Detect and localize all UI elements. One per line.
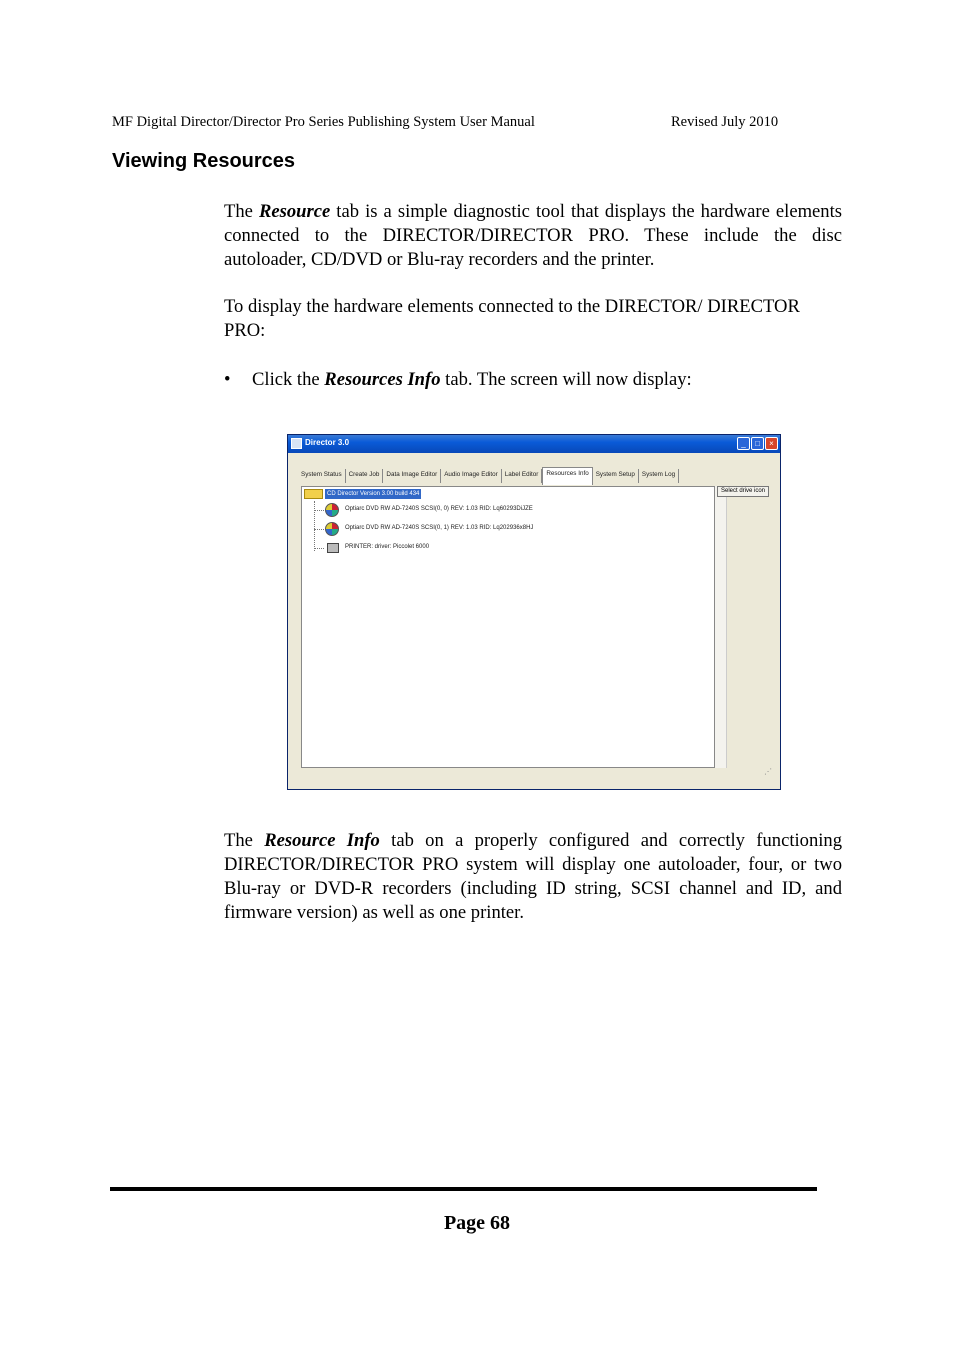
minimize-button[interactable]: _	[737, 437, 750, 450]
close-button[interactable]: ×	[765, 437, 778, 450]
bullet-text	[252, 368, 692, 392]
tree-item-label: PRINTER: driver: Piccolet 6000	[345, 544, 430, 550]
window-title: Director 3.0	[305, 438, 350, 447]
bullet-emphasis: Resources Info	[324, 369, 441, 390]
bullet-text-end: tab. The screen will now display:	[440, 369, 692, 390]
bullet-text-start: Click the	[252, 369, 325, 390]
disc-drive-icon	[325, 503, 339, 517]
maximize-button[interactable]: □	[751, 437, 764, 450]
intro-text-end: tab is a simple diagnostic tool that displays the hardware elements connected to the DIRECTOR/DIRECTOR PRO. These include the disc autoloader, CD/DVD or Blu-ray recorders and the printer.	[224, 201, 842, 270]
resource-tree[interactable]	[301, 486, 715, 768]
page-number: Page 68	[443, 1212, 511, 1234]
resize-grip-icon[interactable]: ⋰	[764, 767, 772, 776]
tab-system-log[interactable]: System Log	[639, 469, 679, 483]
tree-branch	[314, 510, 324, 511]
tab-audio-image-editor[interactable]: Audio Image Editor	[441, 469, 502, 483]
disc-drive-icon	[325, 522, 339, 536]
footer-divider	[110, 1187, 817, 1191]
summary-text-end: tab on a properly configured and correctly functioning DIRECTOR/DIRECTOR PRO system will display one autoloader, four, or two Blu-ray or DVD-R recorders (including ID string, SCSI channel and ID, and firmware version) as well as one printer.	[224, 830, 843, 923]
tab-system-setup[interactable]: System Setup	[593, 469, 639, 483]
app-icon	[291, 438, 302, 449]
summary-emphasis: Resource Info	[264, 830, 380, 851]
tab-create-job[interactable]: Create Job	[346, 469, 384, 483]
tree-branch	[314, 529, 324, 530]
tree-item-label: Optiarc DVD RW AD-7240S SCSI(0, 0) REV: 1.03 RID: Lq60293DiJZE	[345, 506, 533, 512]
tab-resources-info[interactable]: Resources Info	[542, 467, 592, 485]
tree-scrollbar[interactable]	[715, 486, 727, 768]
tree-root-label: CD Director Version 3.00 build 434	[327, 491, 420, 497]
section-title: Viewing Resources	[112, 150, 296, 172]
header-revision-date: Revised July 2010	[671, 114, 779, 130]
tab-data-image-editor[interactable]: Data Image Editor	[383, 469, 441, 483]
screenshot-window	[287, 434, 781, 790]
tab-label-editor[interactable]: Label Editor	[502, 469, 543, 483]
tree-branch	[314, 548, 324, 549]
autoloader-icon	[304, 489, 323, 499]
summary-text-start: The	[224, 830, 265, 851]
instruction-paragraph: To display the hardware elements connected to the DIRECTOR/ DIRECTOR PRO:	[224, 296, 800, 341]
intro-text-start: The	[224, 201, 259, 222]
select-drive-icon-button[interactable]: Select drive icon	[717, 486, 769, 497]
header-manual-title: MF Digital Director/Director Pro Series Publishing System User Manual	[112, 114, 535, 130]
tab-system-status[interactable]: System Status	[298, 469, 346, 483]
tree-item-label: Optiarc DVD RW AD-7240S SCSI(0, 1) REV: 1.03 RID: Lq202936x8HJ	[345, 525, 534, 531]
intro-emphasis: Resource	[258, 201, 331, 222]
printer-icon	[327, 543, 339, 553]
summary-paragraph	[224, 829, 842, 925]
intro-paragraph	[224, 200, 842, 272]
bullet-symbol: •	[224, 369, 231, 390]
tree-connector	[314, 501, 315, 551]
window-titlebar	[288, 435, 780, 453]
tab-bar	[298, 469, 679, 483]
